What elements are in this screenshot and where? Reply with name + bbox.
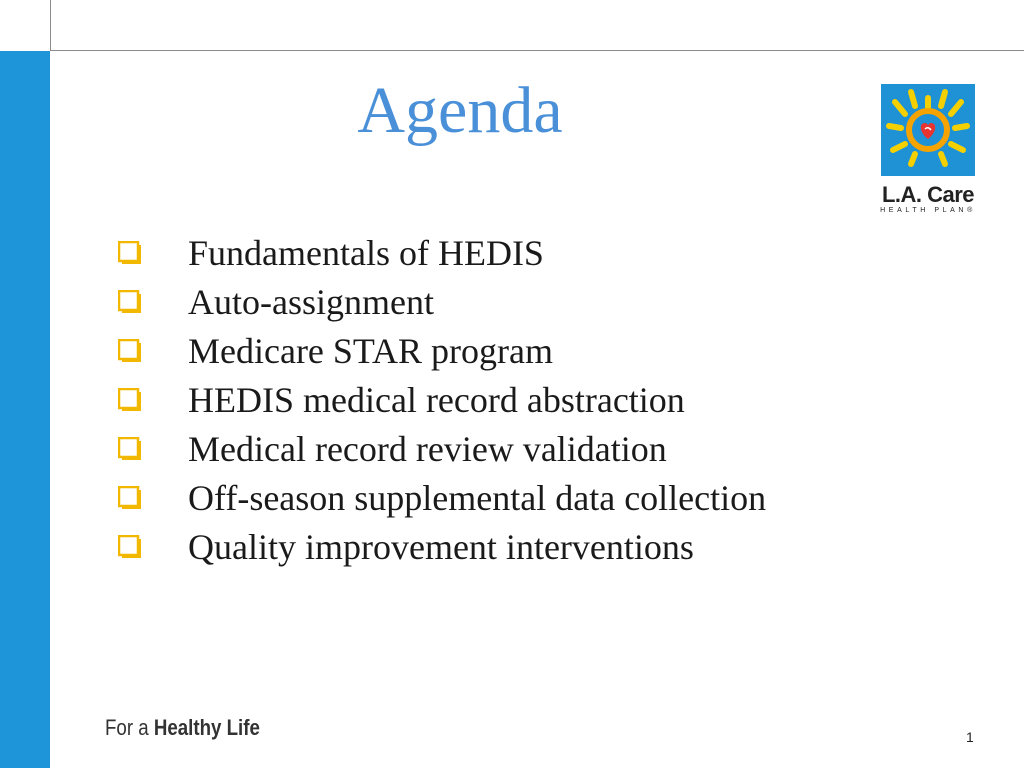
sun-heart-icon xyxy=(881,84,975,176)
checkbox-square-icon xyxy=(118,535,142,559)
logo-box xyxy=(881,84,975,176)
logo-name: L.A. Care xyxy=(881,182,975,207)
checkbox-square-icon xyxy=(118,339,142,363)
agenda-item-label: Off-season supplemental data collection xyxy=(188,477,767,518)
checkbox-square-icon xyxy=(118,290,142,314)
tagline-emphasis: Healthy Life xyxy=(153,715,260,740)
agenda-item-label: HEDIS medical record abstraction xyxy=(188,379,685,420)
agenda-item-label: Medical record review validation xyxy=(188,428,667,469)
la-care-logo xyxy=(878,84,978,224)
top-divider-stub xyxy=(50,0,51,50)
page-number: 1 xyxy=(966,729,974,745)
agenda-item-label: Quality improvement interventions xyxy=(188,526,694,567)
slide-title: Agenda xyxy=(357,74,563,147)
agenda-item xyxy=(118,375,766,424)
agenda-item-label: Medicare STAR program xyxy=(188,330,554,371)
checkbox-square-icon xyxy=(118,437,142,461)
agenda-item xyxy=(118,522,766,571)
agenda-item xyxy=(118,424,766,473)
agenda-item-label: Auto-assignment xyxy=(188,281,434,322)
agenda-item-label: Fundamentals of HEDIS xyxy=(188,232,544,273)
agenda-list xyxy=(118,228,766,571)
checkbox-square-icon xyxy=(118,486,142,510)
agenda-item xyxy=(118,326,766,375)
checkbox-square-icon xyxy=(118,241,142,265)
checkbox-square-icon xyxy=(118,388,142,412)
top-divider xyxy=(50,50,1024,51)
agenda-item xyxy=(118,277,766,326)
agenda-item xyxy=(118,473,766,522)
logo-subtitle: HEALTH PLAN® xyxy=(880,207,976,214)
side-accent-bar xyxy=(0,51,50,768)
tagline-prefix: For a xyxy=(105,715,149,740)
agenda-item xyxy=(118,228,766,277)
footer-tagline xyxy=(105,715,260,741)
